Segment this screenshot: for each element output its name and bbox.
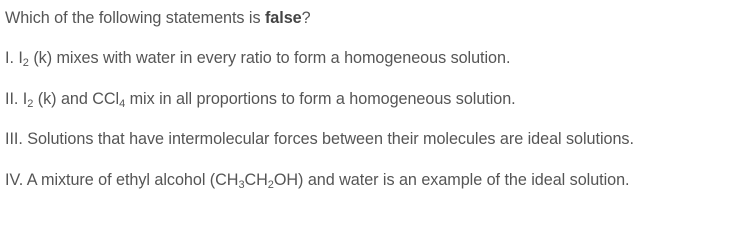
statement-4-text-a: IV. A mixture of ethyl alcohol (CH <box>5 171 239 189</box>
statement-3 <box>5 129 634 149</box>
statement-4-text-c: OH) and water is an example of the ideal solution. <box>273 171 630 189</box>
statement-4-subscript-b: 2 <box>267 179 274 191</box>
statement-2-text-a: II. I <box>5 90 28 108</box>
statement-2-text-c: mix in all proportions to form a homogeneous solution. <box>125 90 516 108</box>
statement-1-text-b: (k) mixes with water in every ratio to form a homogeneous solution. <box>28 49 511 67</box>
statement-4 <box>5 170 630 190</box>
statement-2 <box>5 89 516 109</box>
prompt-suffix: ? <box>301 9 311 27</box>
statement-4-subscript-a: 3 <box>238 179 245 191</box>
statement-2-text-b: (k) and CCl <box>33 90 120 108</box>
statement-2-subscript-a: 2 <box>27 98 34 110</box>
statement-3-text: III. Solutions that have intermolecular forces between their molecules are ideal solutions. <box>5 130 634 148</box>
statement-1 <box>5 48 510 68</box>
prompt-emphasis: false <box>264 9 302 27</box>
statement-2-subscript-b: 4 <box>119 98 126 110</box>
statement-4-text-b: CH <box>244 171 268 189</box>
question-prompt <box>5 8 311 28</box>
statement-1-text-a: I. I <box>5 49 23 67</box>
statement-1-subscript: 2 <box>22 57 29 69</box>
prompt-text: Which of the following statements is <box>5 9 265 27</box>
